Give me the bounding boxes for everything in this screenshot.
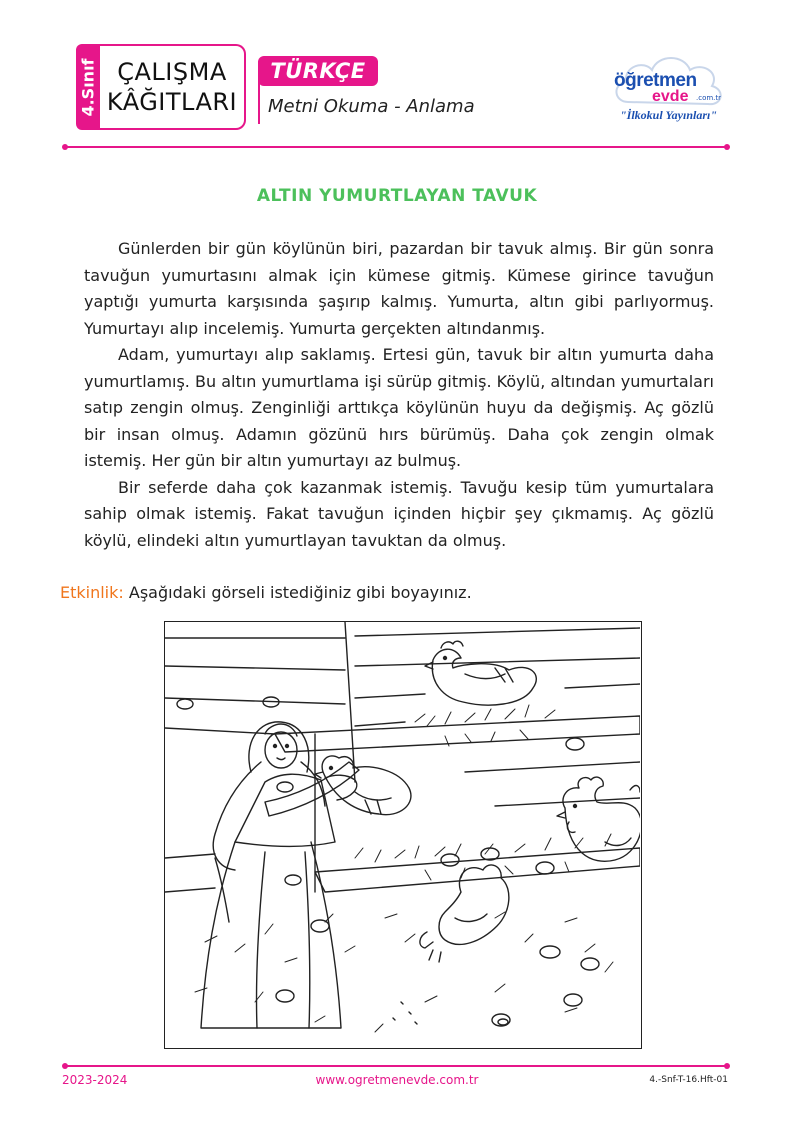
- activity-text: Aşağıdaki görseli istediğiniz gibi boyayınız.: [128, 583, 472, 602]
- henhouse-drawing: [165, 622, 640, 1047]
- coloring-illustration: [164, 621, 642, 1049]
- story-paragraph: Adam, yumurtayı alıp saklamış. Ertesi gün, tavuk bir altın yumurta daha yumurtlamış. Bu altın yumurtlama işi sürüp gitmiş. Köylü, altından yumurtaları satıp zengin olmuş. Zenginliği arttıkça köylünün huyu da değişmiş. Aç gözlü bir insan olmuş. Adamın gözünü hırs bürümüş. Daha çok zengin olmak istemiş. Her gün bir altın yumurtayı az bulmuş.: [84, 345, 714, 470]
- footer-year: 2023-2024: [62, 1073, 128, 1087]
- activity-label: Etkinlik:: [60, 583, 124, 602]
- nest-shelves: [275, 716, 640, 892]
- logo-tagline: "İlkokul Yayınları": [620, 108, 718, 122]
- story-text: [84, 236, 714, 554]
- hen-middle-left-icon: [315, 756, 411, 815]
- topic-text: Metni Okuma - Anlama: [268, 96, 475, 117]
- rule-dot-right: [724, 1063, 730, 1069]
- worksheet-title-line2: KÂĞITLARI: [106, 88, 238, 116]
- story-paragraph: Günlerden bir gün köylünün biri, pazardan bir tavuk almış. Bir gün sonra tavuğun yumurtasını almak için kümese gitmiş. Kümese girince tavuğun yaptığı yumurta karşısında şaşırıp kalmış. Yumurta, altın gibi parlıyormuş. Yumurtayı alıp incelemiş. Yumurta gerçekten altındanmış.: [84, 239, 714, 338]
- grade-tab: [76, 44, 100, 130]
- straw: [195, 705, 613, 1032]
- woman-farmer-icon: [201, 722, 359, 1028]
- hen-pecking-icon: [393, 865, 509, 1024]
- logo-domain-suffix: .com.tr: [696, 94, 722, 102]
- activity-instruction: [60, 583, 472, 602]
- worksheet-title-box: [100, 44, 246, 130]
- header-divider: [66, 146, 726, 148]
- footer-website-link[interactable]: www.ogretmenevde.com.tr: [315, 1073, 479, 1087]
- story-paragraph: Bir seferde daha çok kazanmak istemiş. Tavuğu kesip tüm yumurtalara sahip olmak istemiş. Fakat tavuğun içinden hiçbir şey çıkmamış. Aç gözlü köylü, elindeki altın yumurtlayan tavuktan da olmuş.: [84, 477, 714, 550]
- publisher-logo: [606, 40, 730, 130]
- worksheet-title-line1: ÇALIŞMA: [117, 58, 227, 86]
- footer-document-code: 4.-Snf-T-16.Hft-01: [649, 1075, 728, 1085]
- logo-name-sub: evde: [652, 88, 689, 105]
- subject-badge: TÜRKÇE: [258, 56, 378, 86]
- hen-top-icon: [425, 641, 536, 705]
- logo-name-main: öğretmen: [614, 70, 697, 91]
- rule-dot-right: [724, 144, 730, 150]
- footer-divider: [66, 1065, 726, 1067]
- story-title: ALTIN YUMURTLAYAN TAVUK: [256, 186, 538, 206]
- grade-label: 4.Sınıf: [78, 57, 98, 117]
